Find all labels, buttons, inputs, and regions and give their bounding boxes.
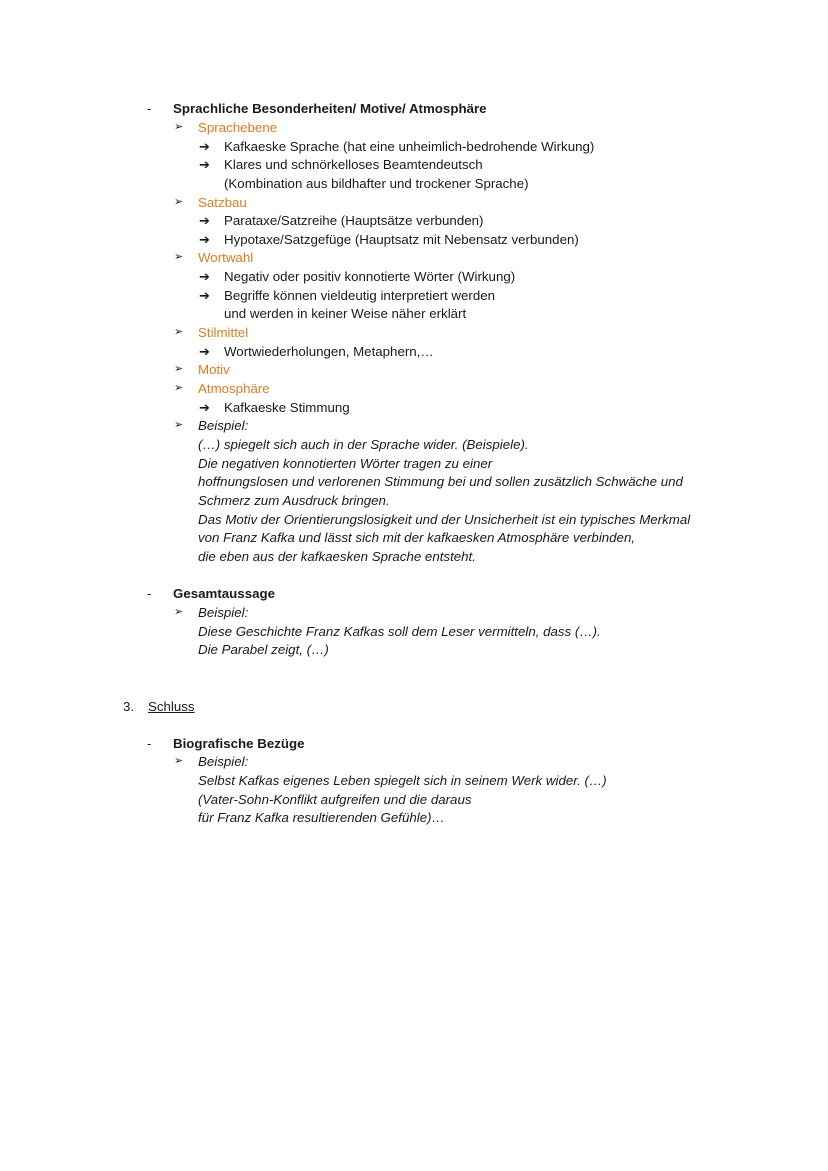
example-line: (…) spiegelt sich auch in der Sprache wider. (Beispiele).	[198, 437, 529, 452]
triangle-bullet-icon: ➢	[174, 606, 184, 618]
triangle-bullet-icon: ➢	[174, 419, 184, 431]
list-item: Klares und schnörkelloses Beamtendeutsch	[224, 157, 483, 172]
triangle-bullet-icon: ➢	[174, 382, 184, 394]
label-beispiel: Beispiel:	[198, 418, 249, 433]
example-line: Das Motiv der Orientierungslosigkeit und der Unsicherheit ist ein typisches Merkmal	[198, 512, 691, 527]
section-heading-gesamtaussage: Gesamtaussage	[173, 586, 275, 601]
arrow-bullet-icon: ➔	[199, 232, 210, 247]
section-heading-sprache: Sprachliche Besonderheiten/ Motive/ Atmosphäre	[173, 101, 487, 116]
example-line: Selbst Kafkas eigenes Leben spiegelt sich in seinem Werk wider. (…)	[198, 773, 607, 788]
section-heading-biografisch: Biografische Bezüge	[173, 736, 305, 751]
example-line: Die Parabel zeigt, (…)	[198, 642, 329, 657]
triangle-bullet-icon: ➢	[174, 363, 184, 375]
list-item: Kafkaeske Sprache (hat eine unheimlich-bedrohende Wirkung)	[224, 139, 595, 154]
triangle-bullet-icon: ➢	[174, 251, 184, 263]
triangle-bullet-icon: ➢	[174, 121, 184, 133]
arrow-bullet-icon: ➔	[199, 213, 210, 228]
dash-bullet: -	[147, 586, 152, 601]
example-line: die eben aus der kafkaesken Sprache entsteht.	[198, 549, 476, 564]
list-item: Hypotaxe/Satzgefüge (Hauptsatz mit Nebensatz verbunden)	[224, 232, 579, 247]
list-item: Parataxe/Satzreihe (Hauptsätze verbunden)	[224, 213, 484, 228]
example-line: Die negativen konnotierten Wörter tragen zu einer	[198, 456, 493, 471]
list-item: Wortwiederholungen, Metaphern,…	[224, 344, 434, 359]
arrow-bullet-icon: ➔	[199, 269, 210, 284]
label-beispiel: Beispiel:	[198, 605, 249, 620]
example-line: (Vater-Sohn-Konflikt aufgreifen und die daraus	[198, 792, 472, 807]
triangle-bullet-icon: ➢	[174, 326, 184, 338]
example-line: Schmerz zum Ausdruck bringen.	[198, 493, 390, 508]
list-item: Kafkaeske Stimmung	[224, 400, 350, 415]
section-title-schluss: Schluss	[148, 699, 195, 714]
label-sprachebene: Sprachebene	[198, 120, 278, 135]
triangle-bullet-icon: ➢	[174, 755, 184, 767]
example-line: von Franz Kafka und lässt sich mit der kafkaesken Atmosphäre verbinden,	[198, 530, 636, 545]
arrow-bullet-icon: ➔	[199, 400, 210, 415]
dash-bullet: -	[147, 101, 152, 116]
dash-bullet: -	[147, 736, 152, 751]
list-item: Begriffe können vieldeutig interpretiert werden	[224, 288, 496, 303]
label-atmosphaere: Atmosphäre	[198, 381, 270, 396]
arrow-bullet-icon: ➔	[199, 288, 210, 303]
triangle-bullet-icon: ➢	[174, 196, 184, 208]
label-satzbau: Satzbau	[198, 195, 247, 210]
label-stilmittel: Stilmittel	[198, 325, 249, 340]
label-motiv: Motiv	[198, 362, 230, 377]
example-line: Diese Geschichte Franz Kafkas soll dem Leser vermitteln, dass (…).	[198, 624, 601, 639]
example-line: für Franz Kafka resultierenden Gefühle)…	[198, 810, 445, 825]
label-beispiel: Beispiel:	[198, 754, 249, 769]
list-item-continuation: (Kombination aus bildhafter und trockener Sprache)	[224, 176, 529, 191]
arrow-bullet-icon: ➔	[199, 139, 210, 154]
arrow-bullet-icon: ➔	[199, 344, 210, 359]
arrow-bullet-icon: ➔	[199, 157, 210, 172]
list-item: Negativ oder positiv konnotierte Wörter (Wirkung)	[224, 269, 516, 284]
section-number: 3.	[123, 699, 135, 714]
example-line: hoffnungslosen und verlorenen Stimmung bei und sollen zusätzlich Schwäche und	[198, 474, 683, 489]
list-item-continuation: und werden in keiner Weise näher erklärt	[224, 306, 467, 321]
label-wortwahl: Wortwahl	[198, 250, 254, 265]
